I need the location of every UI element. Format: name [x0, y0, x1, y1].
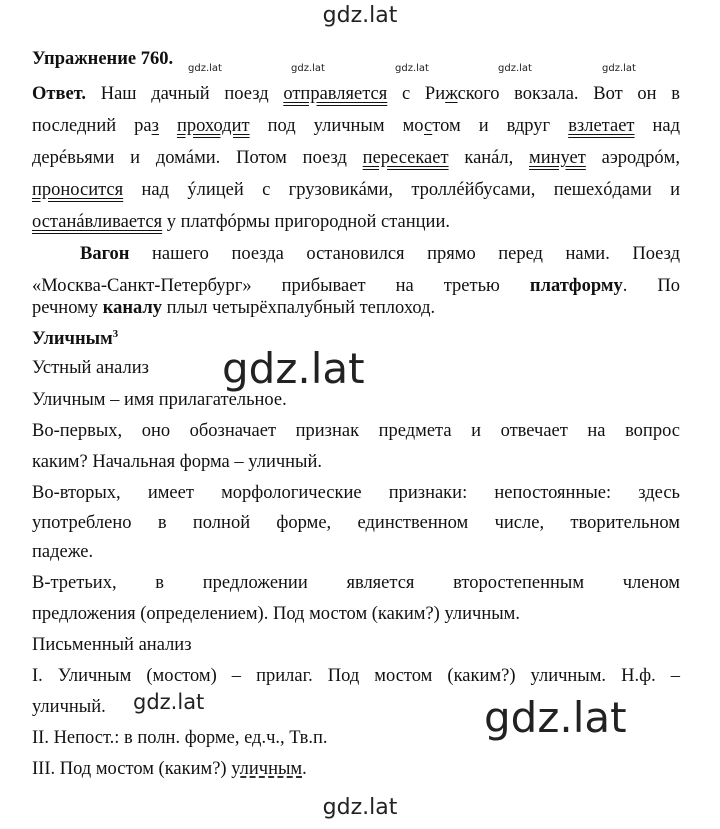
watermark-small: gdz.lat — [498, 63, 532, 74]
analysis-line: Во-первых, оно обозначает признак предмета и отвечает на вопрос — [32, 421, 680, 441]
keyword: платформу — [529, 276, 623, 296]
keyword: каналу — [102, 298, 163, 318]
analysis-line: употреблено в полной форме, единственном числе, творительном — [32, 513, 680, 533]
para2-line-1: Вагон нашего поезда остановился прямо перед нами. Поезд — [80, 244, 681, 264]
written-line: II. Непост.: в полн. форме, ед.ч., Тв.п. — [32, 728, 328, 748]
written-line: уличный. — [32, 697, 106, 717]
written-analysis-title: Письменный анализ — [32, 635, 192, 655]
predicate-word: минует — [529, 148, 586, 168]
watermark-bottom: gdz.lat — [322, 795, 398, 820]
para2-line-2: «Москва-Санкт-Петербург» прибывает на третью платформу. По — [32, 276, 680, 296]
predicate-word: пересекает — [362, 148, 449, 168]
analysis-heading: Уличным$^3$ — [32, 328, 119, 350]
analysis-line: предложения (определением). Под мостом (каким?) уличным. — [32, 604, 520, 624]
predicate-word: останáвливается — [32, 212, 163, 232]
analysis-line: падеже. — [32, 542, 94, 562]
predicate-word: отправляется — [283, 84, 388, 104]
modifier-word: уличным — [231, 759, 303, 779]
watermark-small: gdz.lat — [291, 63, 325, 74]
analysis-line: Во-вторых, имеет морфологические признаки: непостоянные: здесь — [32, 483, 680, 503]
watermark-small: gdz.lat — [395, 63, 429, 74]
written-line: III. Под мостом (каким?) уличным. — [32, 759, 307, 779]
analysis-line: В-третьих, в предложении является второстепенным членом — [32, 573, 680, 593]
para2-line-3: речному каналу плыл четырёхпалубный теплоход. — [32, 298, 436, 318]
watermark-medium: gdz.lat — [133, 690, 205, 714]
watermark-large: gdz.lat — [222, 344, 365, 393]
predicate-word: проходит — [176, 116, 250, 136]
watermark-large: gdz.lat — [484, 693, 627, 742]
watermark-small: gdz.lat — [602, 63, 636, 74]
answer-line-5: останáвливается у платфóрмы пригородной станции. — [32, 212, 450, 232]
oral-analysis-title: Устный анализ — [32, 358, 149, 378]
exercise-title: Упражнение 760. — [32, 49, 174, 69]
predicate-word: проносится — [32, 180, 124, 200]
keyword: Вагон — [80, 244, 130, 264]
answer-line-2: последний раз проходит под уличным мостом и вдруг взлетает над — [32, 116, 681, 136]
written-line: I. Уличным (мостом) – прилаг. Под мостом (каким?) уличным. Н.ф. – — [32, 666, 680, 686]
analysis-line: каким? Начальная форма – уличный. — [32, 452, 323, 472]
answer-line-4: проносится над ýлицей с грузовикáми, троллéйбусами, пешехóдами и — [32, 180, 680, 200]
answer-label: Ответ. — [32, 84, 87, 104]
answer-line-3: дерéвьями и домáми. Потом поезд пересекает канáл, минует аэродрóм, — [32, 148, 680, 168]
watermark-small: gdz.lat — [188, 63, 222, 74]
analysis-line: Уличным – имя прилагательное. — [32, 390, 287, 410]
watermark-top: gdz.lat — [322, 3, 398, 28]
predicate-word: взлетает — [568, 116, 635, 136]
answer-line-1: Ответ. Наш дачный поезд отправляется с Рижского вокзала. Вот он в — [32, 84, 681, 104]
